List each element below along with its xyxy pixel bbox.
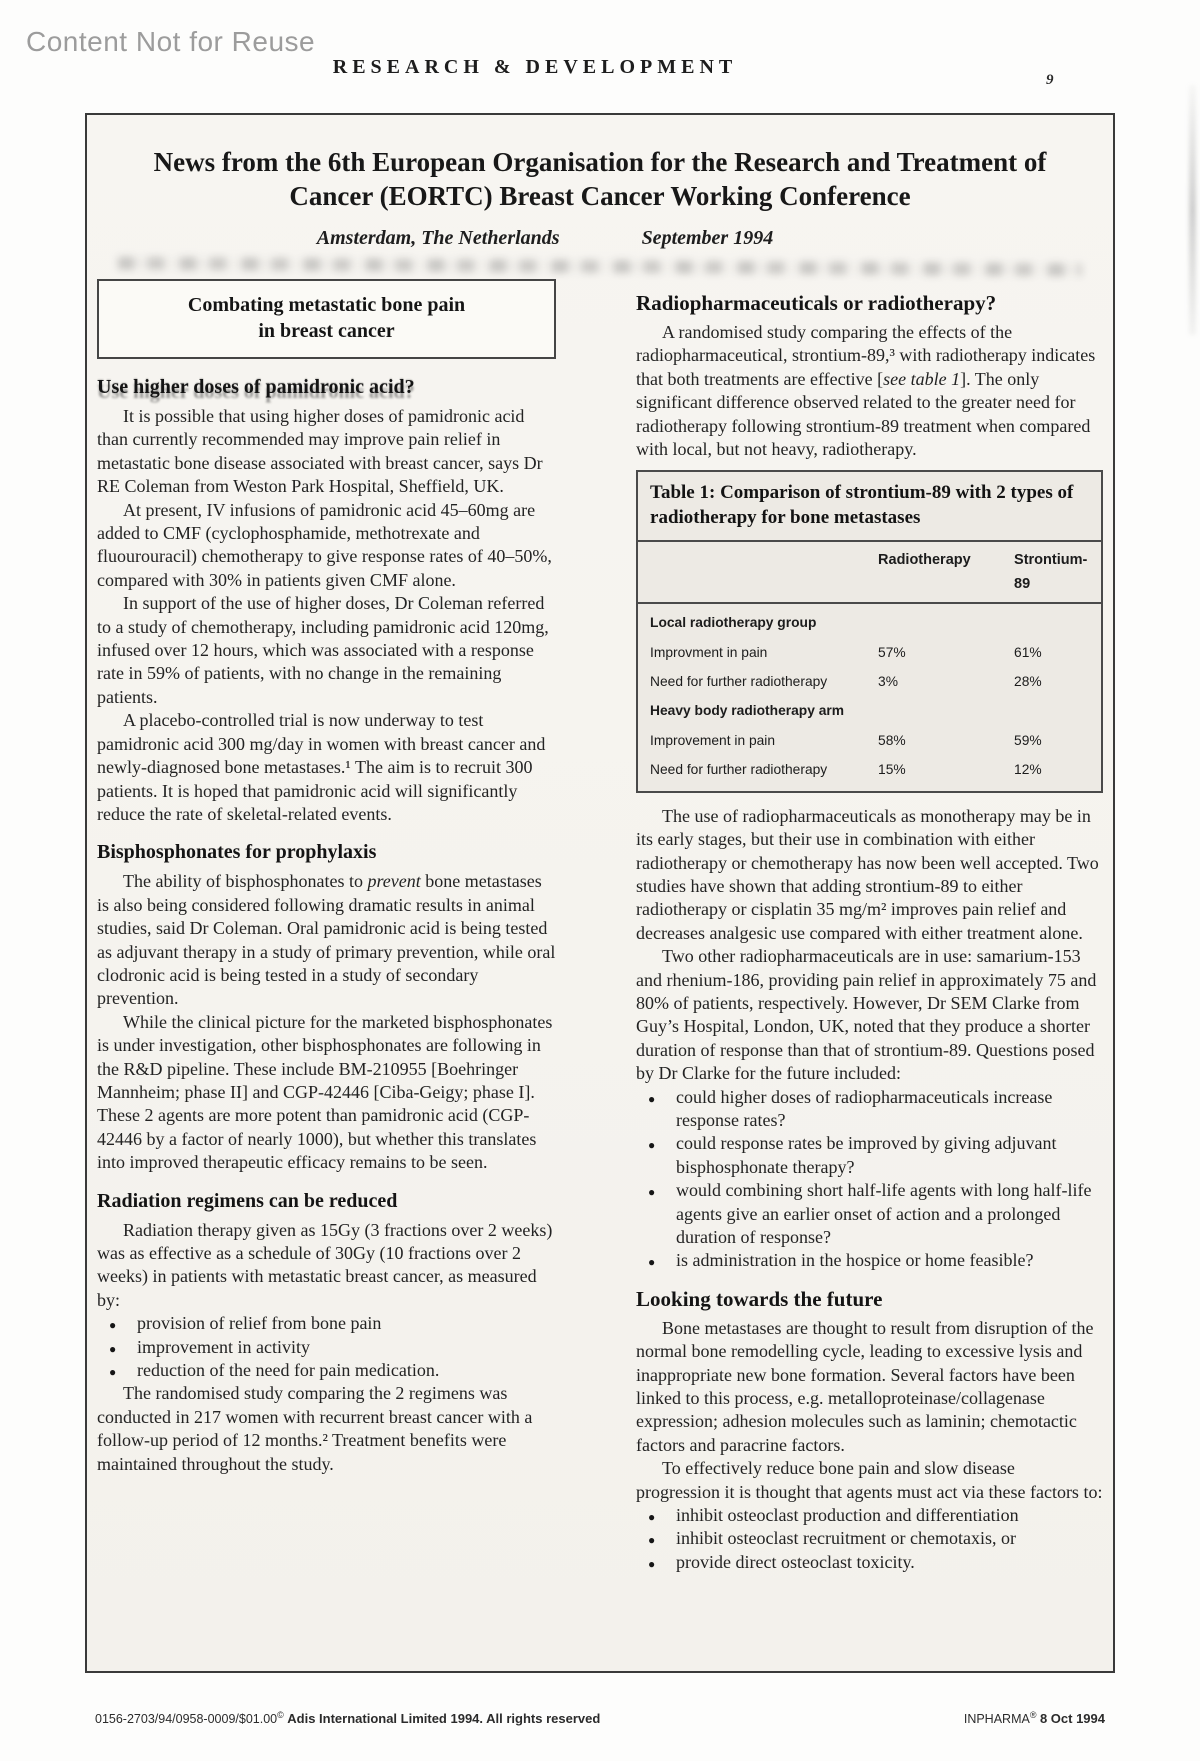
left-section-title-box <box>97 279 556 359</box>
article-title: News from the 6th European Organisation for the Research and Treatment of Cancer (EORTC) Breast Cancer Working Conference <box>153 147 1047 211</box>
table-cell: Heavy body radiotherapy arm <box>650 703 845 719</box>
table-row <box>638 608 1101 637</box>
paragraph: While the clinical picture for the marketed bisphosphonates is under investigation, other bisphosphonates are following in the R&D pipeline. These include BM-210955 [Boehringer Mannheim; phase II] and CGP-42446 [Ciba-Geigy; phase I]. These 2 agents are more potent than pamidronic acid (CGP-42446 by a factor of nearly 1000), but whether this translates into improved therapeutic efficacy remains to be seen. <box>97 1011 553 1173</box>
heading-higher-doses: Use higher doses of pamidronic acid? <box>97 376 415 398</box>
list-item: ● reduction of the need for pain medication. <box>97 1359 556 1382</box>
list-item: ● could response rates be improved by giving adjuvant bisphosphonate therapy? <box>636 1132 1103 1179</box>
heading-radiopharmaceuticals: Radiopharmaceuticals or radiotherapy? <box>636 291 997 315</box>
paragraph: Two other radiopharmaceuticals are in use: samarium-153 and rhenium-186, providing pain relief in approximately 75 and 80% of patients, respectively. However, Dr SEM Clarke from Guy’s Hospital, London, UK, noted that they produce a shorter duration of response than that of strontium-89. Questions posed by Dr Clarke for the future included: <box>636 946 1097 1084</box>
paragraph: The use of radiopharmaceuticals as monotherapy may be in its early stages, but their use in combination with either radiotherapy or chemotherapy has now been well accepted. Two studies have shown that adding strontium-89 to either radiotherapy or cisplatin 35 mg/m² improves pain relief and decreases analgesic use compared with either treatment alone. <box>636 805 1099 943</box>
paragraph: Radiation therapy given as 15Gy (3 fractions over 2 weeks) was as effective as a schedule of 30Gy (10 fractions over 2 weeks) in patients with metastatic breast cancer, as measured by: <box>97 1219 553 1310</box>
table-row <box>638 667 1101 696</box>
publisher-rights: Adis International Limited 1994. All rights reserved <box>287 1711 601 1727</box>
paragraph: Bone metastases are thought to result from disruption of the normal bone remodelling cycle, leading to excessive lysis and inappropriate new bone formation. Several factors have been linked to this process, e.g. metalloproteinase/collagenase expression; adhesion molecules such as laminin; chemotactic factors and paracrine factors. <box>636 1317 1094 1455</box>
table-cell: Need for further radiotherapy <box>650 762 828 778</box>
page-footer <box>95 1710 1105 1726</box>
footer-copyright <box>95 1710 600 1726</box>
paragraph: At present, IV infusions of pamidronic acid 45–60mg are added to CMF (cyclophosphamide, methotrexate and fluourouracil) chemotherapy to give response rates of 40–50%, compared with 30% in patients given CMF alone. <box>97 499 552 590</box>
table-cell: 61% <box>1014 644 1042 660</box>
issn-code: 0156-2703/94/0958-0009/$01.00 <box>95 1712 278 1727</box>
section-header: RESEARCH & DEVELOPMENT <box>332 56 738 78</box>
list-item: ● provide direct osteoclast toxicity. <box>636 1551 1103 1574</box>
paragraph: To effectively reduce bone pain and slow disease progression it is thought that agents must act via these factors to: <box>636 1458 1103 1502</box>
heading-looking-future: Looking towards the future <box>636 1286 883 1311</box>
conference-date: September 1994 <box>641 227 774 249</box>
list-item: ● improvement in activity <box>97 1336 556 1359</box>
list-item: ● inhibit osteoclast recruitment or chemotaxis, or <box>636 1527 1103 1550</box>
table-cell: Improvement in pain <box>650 732 776 748</box>
list-item: ● is administration in the hospice or home feasible? <box>636 1249 1103 1272</box>
article-box <box>85 113 1115 1673</box>
left-section-title-line2: in breast cancer <box>258 320 395 342</box>
list-item: ● could higher doses of radiopharmaceuticals increase response rates? <box>636 1086 1103 1133</box>
copyright-symbol: © <box>277 1710 284 1720</box>
table-row <box>638 638 1101 667</box>
paragraph: The ability of bisphosphonates to prevent bone metastases is also being considered following dramatic results in animal studies, said Dr Coleman. Oral pamidronic acid is being tested as adjuvant therapy in a study of primary prevention, while oral clodronic acid is being tested in a study of secondary prevention. <box>97 871 556 1009</box>
table-cell: 59% <box>1014 732 1042 748</box>
table-1-header-radiotherapy: Radiotherapy <box>878 552 971 569</box>
table-1-body <box>638 604 1101 790</box>
dateline <box>32 227 1058 250</box>
left-section-title-line1: Combating metastatic bone pain <box>187 294 466 316</box>
table-cell: 28% <box>1014 674 1042 690</box>
page-number: 9 <box>1046 72 1054 88</box>
issue-date: 8 Oct 1994 <box>1039 1711 1105 1727</box>
table-row <box>638 755 1101 784</box>
table-cell: Local radiotherapy group <box>650 615 817 631</box>
watermark: Content Not for Reuse <box>26 26 316 57</box>
table-cell: 58% <box>878 732 906 748</box>
scan-edge-artifact <box>1189 85 1196 335</box>
table-1-header-strontium: Strontium-89 <box>1014 552 1088 592</box>
paragraph: In support of the use of higher doses, Dr Coleman referred to a study of chemotherapy, including pamidronic acid 120mg, infused over 12 hours, which was associated with a response rate in 59% of patients, with no change in the remaining patients. <box>97 593 549 707</box>
article-columns <box>87 273 1113 1574</box>
table-cell: 3% <box>878 674 898 690</box>
left-column <box>97 279 556 1574</box>
right-column <box>636 279 1103 1574</box>
measured-by-list <box>97 1312 556 1382</box>
table-row <box>638 726 1101 755</box>
table-cell: 12% <box>1014 762 1042 778</box>
table-row <box>638 696 1101 725</box>
table-cell: Improvment in pain <box>650 644 768 660</box>
registered-symbol: ® <box>1029 1710 1037 1720</box>
agent-actions-list <box>636 1504 1103 1574</box>
footer-journal <box>964 1710 1105 1726</box>
table-1-header-row <box>638 542 1101 604</box>
table-1-title: Table 1: Comparison of strontium-89 with 2 types of radiotherapy for bone metastases <box>638 472 1101 542</box>
list-item: ● would combining short half-life agents with long half-life agents give an earlier onset of action and a prolonged duration of response? <box>636 1179 1103 1249</box>
conference-venue: Amsterdam, The Netherlands <box>316 227 560 249</box>
future-questions-list <box>636 1086 1103 1273</box>
table-1 <box>636 470 1103 792</box>
paragraph: A randomised study comparing the effects of the radiopharmaceutical, strontium-89,³ with radiotherapy indicates that both treatments are effective [see table 1]. The only significant difference observed related to the greater need for radiotherapy following strontium-89 treatment when compared with local, but not heavy, radiotherapy. <box>636 322 1096 460</box>
list-item: ● inhibit osteoclast production and differentiation <box>636 1504 1103 1527</box>
paragraph: It is possible that using higher doses of pamidronic acid than currently recommended may improve pain relief in metastatic bone disease associated with breast cancer, says Dr RE Coleman from Weston Park Hospital, Sheffield, UK. <box>97 406 543 497</box>
paragraph: The randomised study comparing the 2 regimens was conducted in 217 women with recurrent breast cancer with a follow-up period of 12 months.² Treatment benefits were maintained throughout the study. <box>97 1383 533 1474</box>
list-item: ● provision of relief from bone pain <box>97 1312 556 1335</box>
paragraph: A placebo-controlled trial is now underway to test pamidronic acid 300 mg/day in women with breast cancer and newly-diagnosed bone metastases.¹ The aim is to recruit 300 patients. It is hoped that pamidronic acid will significantly reduce the rate of skeletal-related events. <box>97 710 546 824</box>
table-cell: Need for further radiotherapy <box>650 674 828 690</box>
table-cell: 15% <box>878 762 906 778</box>
heading-radiation-regimens: Radiation regimens can be reduced <box>97 1189 398 1212</box>
heading-bisphosphonates: Bisphosphonates for prophylaxis <box>97 841 377 864</box>
table-cell: 57% <box>878 644 906 660</box>
journal-name: INPHARMA <box>963 1712 1030 1727</box>
